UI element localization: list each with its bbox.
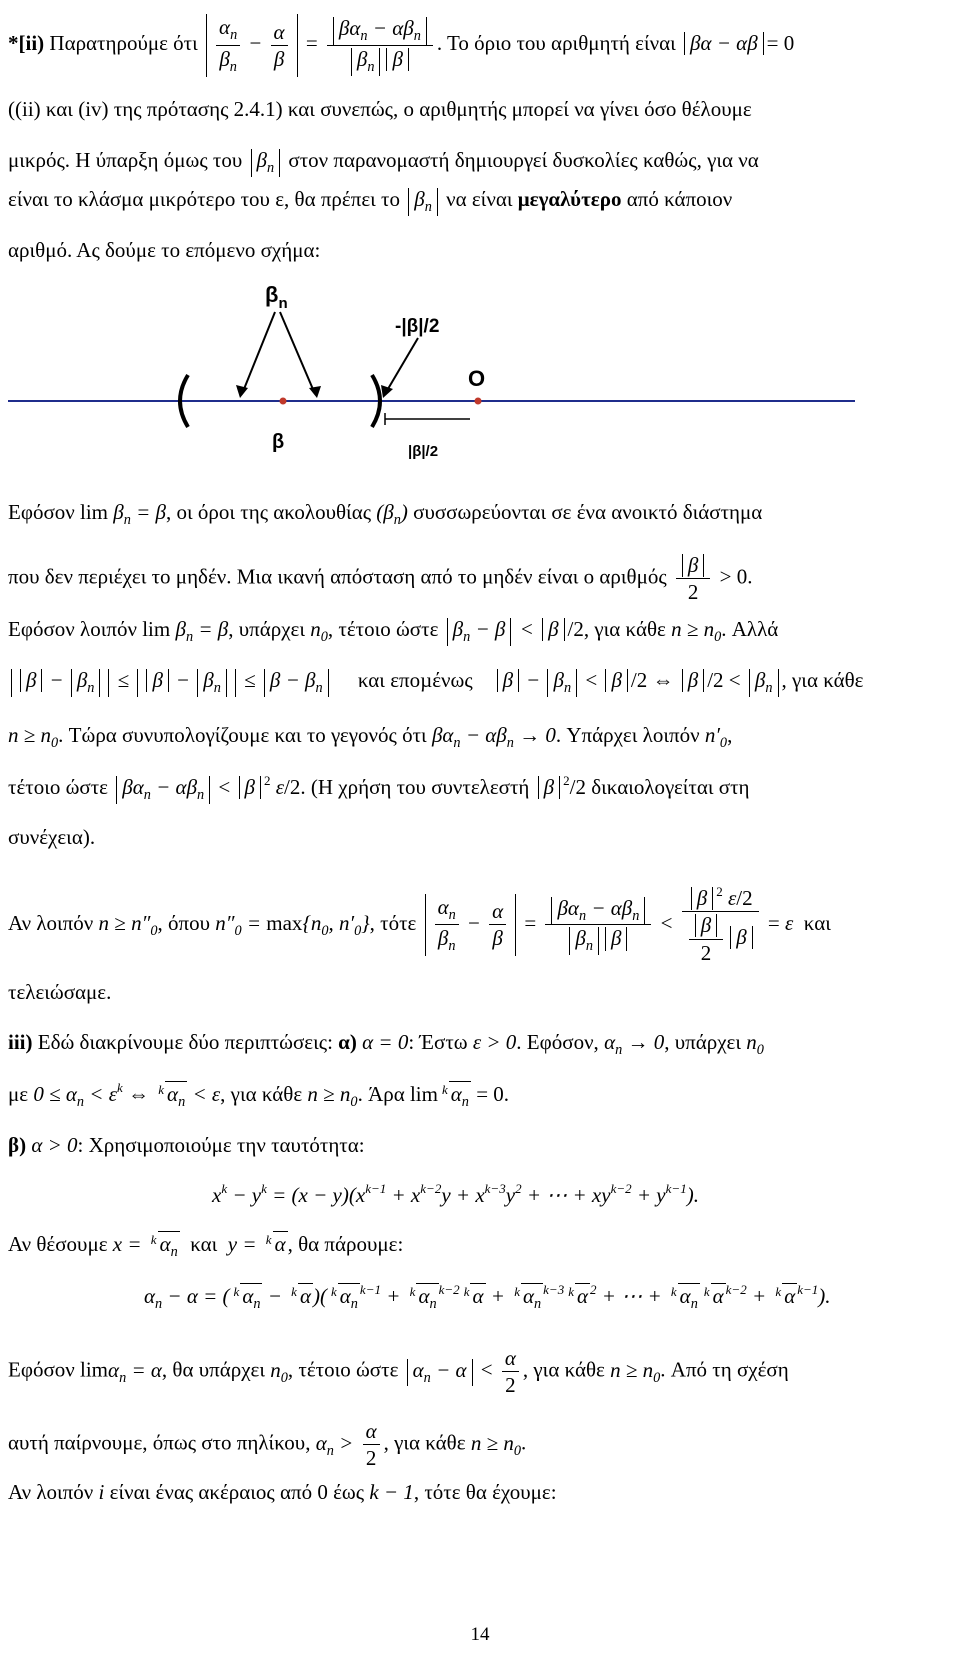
paragraph-line: που δεν περιέχει το μηδέν. Μια ικανή απόσταση από το μηδέν είναι ο αριθμός $\frac{\beta}{2}$ > 0. xyxy=(8,553,753,605)
item-label-iii: iii) xyxy=(8,1030,33,1054)
paragraph-line: $\beta - \beta_n \le \beta - \beta_n \le \beta - \beta_n$ και εποµένως $\beta - \beta_n < \beta$ /2 ⇔ β $/2 < \beta_n$ , για κάθε xyxy=(8,668,863,697)
paragraph-line: $n \ge n_0$. Τώρα συνυπολογίζουμε και το γεγονός ότι $\beta\alpha_n - \alpha\beta_n \to 0$. Υπάρχει λοιπόν $n'_0$, xyxy=(8,723,733,751)
number-line-figure xyxy=(0,270,960,470)
expansion-formula: $\alpha_n - \alpha$ = ( $^k$ $\alpha_n - ^k$ α)( $^k$ $\alpha_n^{k-1} + ^k$ $\alpha_n^{k-2}$ $^k$ α + $^k$ $\alpha_n^{k-3}$ $^k$ α $^2$ + ⋯ + $^k$ $\alpha_n^k$ α $^{k-2}$ + $^k$ α $^{k-1}$). xyxy=(144,1282,831,1313)
paragraph-line: τέτοιο ώστε $\beta\alpha_n - \alpha\beta_n < \beta$ $^2$ ε/2. (Η χρήση του συντελεστή β $^2$/2 δικαιολογείται στη xyxy=(8,773,750,804)
page-number: 14 xyxy=(470,1624,490,1645)
arrow-neg-half xyxy=(385,338,418,394)
paragraph-line: Αν λοιπόν $n \ge n''_0$, όπου $n''_0 = \max\{n_0$, $n'_0$}, τότε $\frac{\alpha_n}{\beta_n}$ − $\frac{\alpha}{\beta}$ = $\frac{\beta\alpha_n - \alpha\beta_n}{\beta_n \beta}$ < β $^2$ ε/2 $\frac{\beta}{2}$ β = ε και xyxy=(8,884,831,965)
point-origin xyxy=(475,398,482,405)
point-beta xyxy=(280,398,287,405)
paragraph-line: αυτή παίρνουμε, όπως στο πηλίκου, $\alpha_n$ > $\frac{\alpha}{2}$ , για κάθε $n \ge n_0$. xyxy=(8,1419,527,1471)
item-label-beta: β) xyxy=(8,1133,27,1157)
identity-formula: $x^k - y^k = (x - y)(x^{k-1} + x^{k-2}y + x^{k-3}y^2$ + ⋯ + $xy^{k-2} + y^{k-1}$). xyxy=(212,1181,699,1208)
paragraph-line: μικρός. Η ύπαρξη όμως του $\beta_n$ στον παρανομαστή δημιουργεί δυσκολίες καθώς, για να xyxy=(8,148,759,176)
label-beta: β xyxy=(272,431,285,453)
paragraph-line: Εφόσον limα$_n$ = α, θα υπάρχει $n_0$, τέτοιο ώστε $\alpha_n - \alpha$ < $\frac{\alpha}{2}$ , για κάθε $n \ge n_0$. Από τη σχέση xyxy=(8,1346,789,1398)
paragraph-line: συνέχεια). xyxy=(8,825,96,849)
paragraph-line: Αν λοιπόν i είναι ένας ακέραιος από 0 έως k − 1, τότε θα έχουμε: xyxy=(8,1480,557,1504)
star-mark: * xyxy=(8,31,19,56)
paragraph-line: β) α > 0: Χρησιμοποιούμε την ταυτότητα: xyxy=(8,1133,365,1157)
paragraph-line: Αν θέσουμε x = $^k$ $\alpha_n$ και y = $^k$ α, θα πάρουμε: xyxy=(8,1231,404,1260)
paragraph-line: ((ii) και (iv) της πρότασης 2.4.1) και συνεπώς, ο αριθμητής μπορεί να γίνει όσο θέλουμε xyxy=(8,97,752,121)
label-neg-half: -|β|/2 xyxy=(395,316,440,337)
item-label-ii: [ii) xyxy=(18,31,45,56)
label-origin: O xyxy=(468,366,486,391)
line-ii-statement: *[ii) Παρατηρούμε ότι $\frac{\alpha_n}{\beta_n}$ − $\frac{\alpha}{\beta}$ = $\frac{\beta\alpha_n - \alpha\beta_n}{\beta_n \beta}$ . Το όριο του αριθμητή είναι βα − αβ = 0 xyxy=(8,15,795,75)
label-bn: $\beta_n$ xyxy=(265,282,288,312)
arrow-bn-right xyxy=(280,312,315,394)
arrow-bn-left xyxy=(242,312,275,394)
paragraph-line: Εφόσον $\lim \beta_n = \beta$, οι όροι της ακολουθίας $(\beta_n)$ συσσωρεύονται σε ένα ανοικτό διάστημα xyxy=(8,500,763,528)
label-half: |β|/2 xyxy=(408,443,439,460)
paragraph-line: με $0 \le \alpha_n < \varepsilon^k$ ⇔ $^k$ $\alpha_n < \varepsilon$, για κάθε $n \ge n_0$. Άρα lim $^k$ $\alpha_n = 0$. xyxy=(8,1080,510,1111)
paragraph-line: αριθμό. Ας δούμε το επόμενο σχήμα: xyxy=(8,238,321,262)
paragraph-line: είναι το κλάσμα μικρότερο του ε, θα πρέπει το $\beta_n$ να είναι μεγαλύτερο από κάποιον xyxy=(8,187,733,215)
paragraph-line: τελειώσαμε. xyxy=(8,980,112,1004)
paragraph-line: Εφόσον λοιπόν $\lim \beta_n = \beta$, υπάρχει $n_0$, τέτοιο ώστε $\beta_n - \beta < \beta$ /2, για κάθε $n \ge n_0$. Αλλά xyxy=(8,617,779,645)
paragraph-line: iii) Εδώ διακρίνουμε δύο περιπτώσεις: α) α = 0: Έστω ε > 0. Εφόσον, $\alpha_n \to 0$, υπάρχει $n_0$ xyxy=(8,1030,764,1058)
